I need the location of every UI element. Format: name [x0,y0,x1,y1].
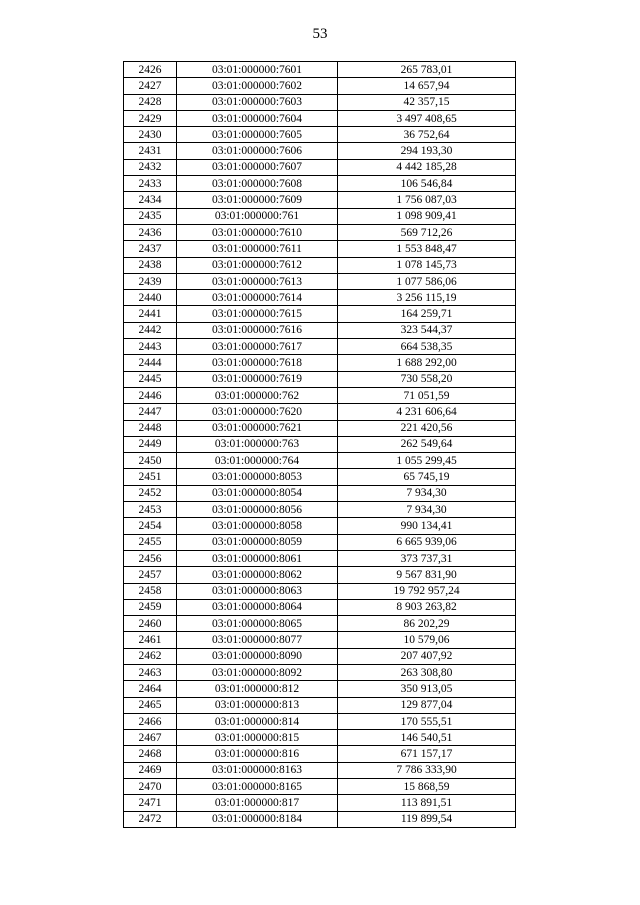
table-row [124,616,516,632]
cadastral-value-cell: 262 549,64 [338,436,516,452]
cadastral-number-cell: 03:01:000000:7609 [177,192,338,208]
table-row [124,387,516,403]
cadastral-value-cell: 221 420,56 [338,420,516,436]
table-row [124,404,516,420]
cadastral-number-cell: 03:01:000000:8090 [177,648,338,664]
row-number-cell: 2444 [124,355,177,371]
page-number: 53 [312,26,328,42]
row-number-cell: 2428 [124,94,177,110]
cadastral-number-cell: 03:01:000000:8061 [177,550,338,566]
table-row [124,469,516,485]
table-row [124,339,516,355]
table-row [124,94,516,110]
cadastral-value-cell: 164 259,71 [338,306,516,322]
cadastral-number-cell: 03:01:000000:7607 [177,159,338,175]
table-row [124,453,516,469]
table-row [124,762,516,778]
cadastral-value-cell: 4 442 185,28 [338,159,516,175]
row-number-cell: 2461 [124,632,177,648]
cadastral-number-cell: 03:01:000000:7610 [177,224,338,240]
cadastral-value-cell: 1 553 848,47 [338,241,516,257]
table-row [124,746,516,762]
row-number-cell: 2470 [124,779,177,795]
row-number-cell: 2458 [124,583,177,599]
cadastral-value-cell: 990 134,41 [338,518,516,534]
cadastral-number-cell: 03:01:000000:816 [177,746,338,762]
cadastral-value-cell: 106 546,84 [338,176,516,192]
row-number-cell: 2432 [124,159,177,175]
row-number-cell: 2449 [124,436,177,452]
cadastral-number-cell: 03:01:000000:7608 [177,176,338,192]
cadastral-number-cell: 03:01:000000:7606 [177,143,338,159]
cadastral-number-cell: 03:01:000000:7621 [177,420,338,436]
table-row [124,208,516,224]
cadastral-value-cell: 730 558,20 [338,371,516,387]
cadastral-value-cell: 170 555,51 [338,713,516,729]
row-number-cell: 2455 [124,534,177,550]
row-number-cell: 2429 [124,110,177,126]
table-row [124,127,516,143]
cadastral-number-cell: 03:01:000000:815 [177,730,338,746]
table-row [124,110,516,126]
row-number-cell: 2467 [124,730,177,746]
row-number-cell: 2438 [124,257,177,273]
table-row [124,795,516,811]
cadastral-number-cell: 03:01:000000:763 [177,436,338,452]
cadastral-value-cell: 4 231 606,64 [338,404,516,420]
table-row [124,648,516,664]
row-number-cell: 2442 [124,322,177,338]
row-number-cell: 2463 [124,664,177,680]
cadastral-value-cell: 14 657,94 [338,78,516,94]
cadastral-number-cell: 03:01:000000:8163 [177,762,338,778]
cadastral-value-cell: 294 193,30 [338,143,516,159]
cadastral-value-cell: 113 891,51 [338,795,516,811]
table-row [124,534,516,550]
row-number-cell: 2453 [124,502,177,518]
cadastral-number-cell: 03:01:000000:762 [177,387,338,403]
cadastral-value-cell: 8 903 263,82 [338,599,516,615]
row-number-cell: 2441 [124,306,177,322]
row-number-cell: 2464 [124,681,177,697]
cadastral-number-cell: 03:01:000000:7613 [177,273,338,289]
table-row [124,730,516,746]
cadastral-number-cell: 03:01:000000:7618 [177,355,338,371]
table-row [124,436,516,452]
row-number-cell: 2433 [124,176,177,192]
cadastral-value-cell: 265 783,01 [338,62,516,78]
row-number-cell: 2457 [124,567,177,583]
table-row [124,485,516,501]
table-row [124,224,516,240]
cadastral-number-cell: 03:01:000000:8062 [177,567,338,583]
row-number-cell: 2452 [124,485,177,501]
cadastral-number-cell: 03:01:000000:8058 [177,518,338,534]
cadastral-value-cell: 350 913,05 [338,681,516,697]
table-row [124,599,516,615]
cadastral-value-cell: 7 786 333,90 [338,762,516,778]
row-number-cell: 2465 [124,697,177,713]
table-row [124,502,516,518]
cadastral-value-table [123,61,516,828]
table-row [124,583,516,599]
cadastral-number-cell: 03:01:000000:7604 [177,110,338,126]
cadastral-number-cell: 03:01:000000:8056 [177,502,338,518]
table-row [124,62,516,78]
cadastral-value-cell: 373 737,31 [338,550,516,566]
table-row [124,420,516,436]
row-number-cell: 2448 [124,420,177,436]
cadastral-value-cell: 3 256 115,19 [338,290,516,306]
row-number-cell: 2456 [124,550,177,566]
row-number-cell: 2445 [124,371,177,387]
row-number-cell: 2427 [124,78,177,94]
cadastral-value-cell: 1 055 299,45 [338,453,516,469]
table-row [124,697,516,713]
cadastral-number-cell: 03:01:000000:8063 [177,583,338,599]
table-row [124,241,516,257]
cadastral-number-cell: 03:01:000000:8059 [177,534,338,550]
cadastral-value-cell: 3 497 408,65 [338,110,516,126]
table-row [124,290,516,306]
cadastral-value-cell: 19 792 957,24 [338,583,516,599]
cadastral-number-cell: 03:01:000000:817 [177,795,338,811]
row-number-cell: 2469 [124,762,177,778]
table-row [124,632,516,648]
cadastral-value-cell: 1 688 292,00 [338,355,516,371]
table-row [124,681,516,697]
cadastral-value-cell: 71 051,59 [338,387,516,403]
row-number-cell: 2460 [124,616,177,632]
row-number-cell: 2431 [124,143,177,159]
table-row [124,550,516,566]
cadastral-number-cell: 03:01:000000:7602 [177,78,338,94]
cadastral-value-cell: 65 745,19 [338,469,516,485]
cadastral-number-cell: 03:01:000000:7605 [177,127,338,143]
cadastral-number-cell: 03:01:000000:8064 [177,599,338,615]
cadastral-value-cell: 1 077 586,06 [338,273,516,289]
cadastral-value-cell: 569 712,26 [338,224,516,240]
table-row [124,78,516,94]
cadastral-number-cell: 03:01:000000:8184 [177,811,338,827]
cadastral-number-cell: 03:01:000000:7611 [177,241,338,257]
table-row [124,713,516,729]
cadastral-value-cell: 86 202,29 [338,616,516,632]
cadastral-number-cell: 03:01:000000:7603 [177,94,338,110]
table-row [124,355,516,371]
table-body [124,62,516,828]
cadastral-number-cell: 03:01:000000:764 [177,453,338,469]
cadastral-number-cell: 03:01:000000:761 [177,208,338,224]
row-number-cell: 2446 [124,387,177,403]
row-number-cell: 2437 [124,241,177,257]
cadastral-value-cell: 42 357,15 [338,94,516,110]
cadastral-number-cell: 03:01:000000:7617 [177,339,338,355]
cadastral-value-cell: 323 544,37 [338,322,516,338]
table-row [124,567,516,583]
cadastral-number-cell: 03:01:000000:7612 [177,257,338,273]
table-row [124,518,516,534]
row-number-cell: 2440 [124,290,177,306]
table-row [124,257,516,273]
row-number-cell: 2434 [124,192,177,208]
cadastral-number-cell: 03:01:000000:7614 [177,290,338,306]
cadastral-value-cell: 664 538,35 [338,339,516,355]
row-number-cell: 2466 [124,713,177,729]
cadastral-number-cell: 03:01:000000:8065 [177,616,338,632]
cadastral-value-cell: 10 579,06 [338,632,516,648]
cadastral-number-cell: 03:01:000000:7616 [177,322,338,338]
cadastral-value-cell: 263 308,80 [338,664,516,680]
table-row [124,779,516,795]
table-row [124,176,516,192]
cadastral-value-cell: 36 752,64 [338,127,516,143]
cadastral-value-cell: 15 868,59 [338,779,516,795]
cadastral-number-cell: 03:01:000000:8092 [177,664,338,680]
cadastral-value-cell: 6 665 939,06 [338,534,516,550]
row-number-cell: 2451 [124,469,177,485]
cadastral-value-cell: 207 407,92 [338,648,516,664]
cadastral-number-cell: 03:01:000000:814 [177,713,338,729]
row-number-cell: 2472 [124,811,177,827]
cadastral-number-cell: 03:01:000000:8054 [177,485,338,501]
row-number-cell: 2443 [124,339,177,355]
cadastral-value-cell: 146 540,51 [338,730,516,746]
row-number-cell: 2430 [124,127,177,143]
table-row [124,192,516,208]
cadastral-value-cell: 1 078 145,73 [338,257,516,273]
cadastral-number-cell: 03:01:000000:813 [177,697,338,713]
row-number-cell: 2450 [124,453,177,469]
cadastral-number-cell: 03:01:000000:8165 [177,779,338,795]
cadastral-number-cell: 03:01:000000:8053 [177,469,338,485]
cadastral-value-cell: 129 877,04 [338,697,516,713]
table-row [124,273,516,289]
cadastral-value-cell: 7 934,30 [338,485,516,501]
table-row [124,811,516,827]
row-number-cell: 2471 [124,795,177,811]
table-row [124,143,516,159]
cadastral-value-cell: 1 756 087,03 [338,192,516,208]
row-number-cell: 2426 [124,62,177,78]
cadastral-value-cell: 7 934,30 [338,502,516,518]
cadastral-value-cell: 119 899,54 [338,811,516,827]
row-number-cell: 2468 [124,746,177,762]
row-number-cell: 2435 [124,208,177,224]
cadastral-number-cell: 03:01:000000:7620 [177,404,338,420]
table-row [124,371,516,387]
row-number-cell: 2436 [124,224,177,240]
cadastral-number-cell: 03:01:000000:812 [177,681,338,697]
cadastral-number-cell: 03:01:000000:8077 [177,632,338,648]
cadastral-number-cell: 03:01:000000:7619 [177,371,338,387]
row-number-cell: 2439 [124,273,177,289]
cadastral-value-cell: 1 098 909,41 [338,208,516,224]
row-number-cell: 2454 [124,518,177,534]
cadastral-value-cell: 671 157,17 [338,746,516,762]
row-number-cell: 2462 [124,648,177,664]
table-row [124,159,516,175]
table-row [124,664,516,680]
row-number-cell: 2459 [124,599,177,615]
cadastral-number-cell: 03:01:000000:7615 [177,306,338,322]
table-row [124,322,516,338]
cadastral-value-cell: 9 567 831,90 [338,567,516,583]
row-number-cell: 2447 [124,404,177,420]
cadastral-number-cell: 03:01:000000:7601 [177,62,338,78]
table-row [124,306,516,322]
